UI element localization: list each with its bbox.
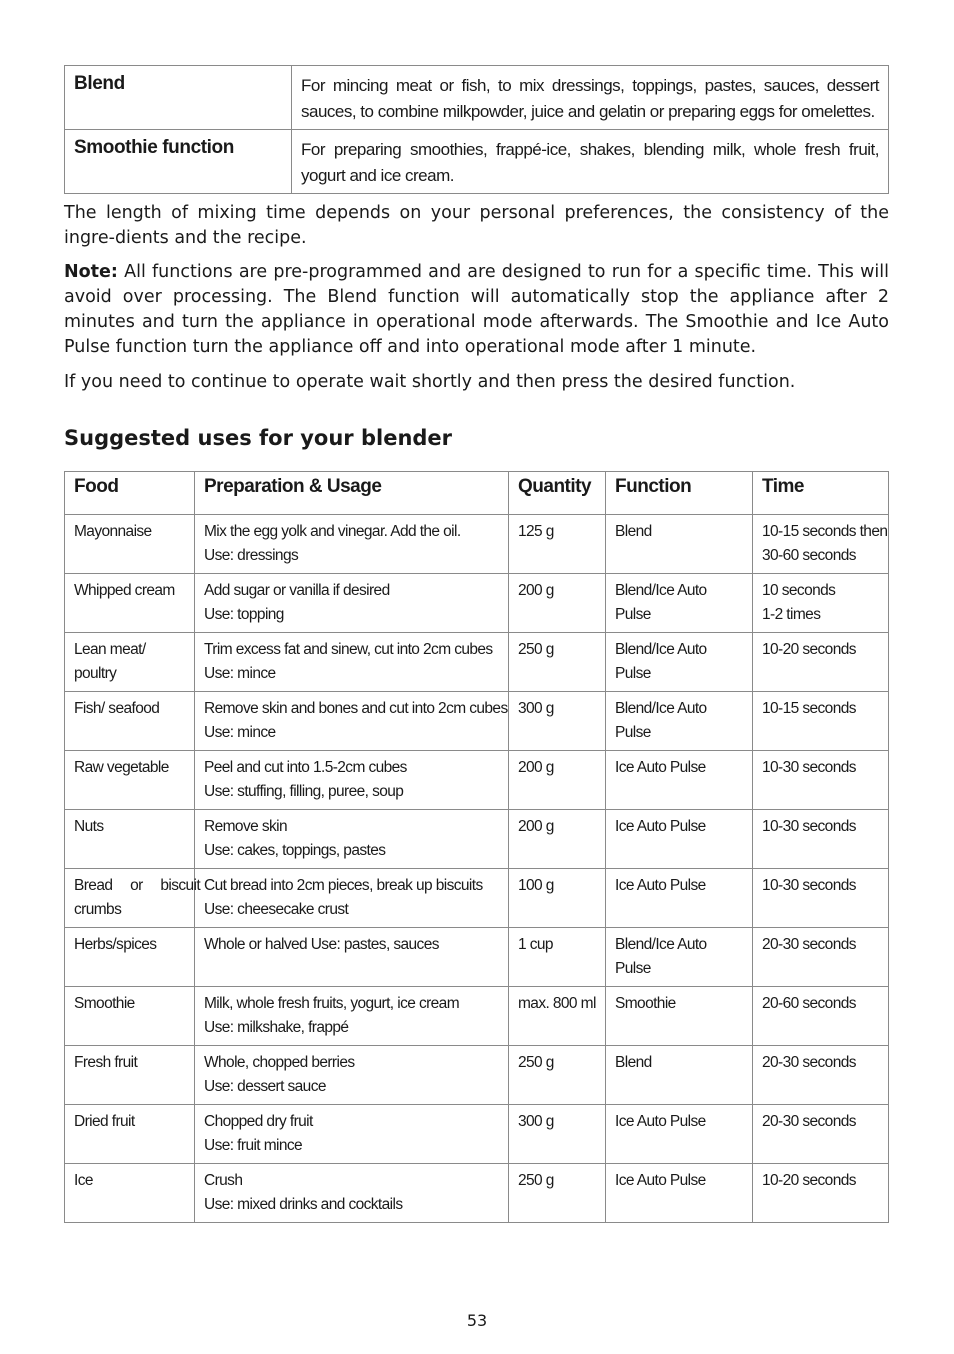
mixing-time-paragraph: The length of mixing time depends on your personal preferences, the consistency of the ingre-dients and the recipe.: [64, 203, 889, 248]
food-cell: [65, 692, 195, 751]
food-cell: [65, 810, 195, 869]
preparation-cell-line: Use: cakes, toppings, pastes: [204, 842, 386, 859]
preparation-cell-line: Mix the egg yolk and vinegar. Add the oil.: [204, 523, 461, 540]
time-cell-line: 10 seconds: [762, 582, 836, 599]
table-body: [65, 515, 889, 1223]
time-cell-line: 20-30 seconds: [762, 1113, 856, 1130]
preparation-cell-line: Use: dessert sauce: [204, 1078, 326, 1095]
time-cell: [753, 692, 889, 751]
table-row: [65, 633, 889, 692]
quantity-cell: 125 g: [509, 515, 606, 574]
food-cell-line: crumbs: [74, 901, 122, 918]
time-cell-line: 10-20 seconds: [762, 1172, 856, 1189]
column-header-preparation: Preparation & Usage: [195, 472, 509, 515]
function-cell: Ice Auto Pulse: [606, 1105, 753, 1164]
preparation-cell: [195, 751, 509, 810]
column-header-food: Food: [65, 472, 195, 515]
preparation-cell: [195, 987, 509, 1046]
food-cell-line: Fresh fruit: [74, 1054, 138, 1071]
preparation-cell-line: Milk, whole fresh fruits, yogurt, ice cream: [204, 995, 460, 1012]
food-cell: [65, 987, 195, 1046]
column-header-quantity: Quantity: [509, 472, 606, 515]
time-cell: [753, 751, 889, 810]
food-cell-line: poultry: [74, 665, 117, 682]
time-cell-line: 10-15 seconds then: [762, 523, 888, 540]
time-cell: [753, 987, 889, 1046]
preparation-cell-line: Use: cheesecake crust: [204, 901, 349, 918]
preparation-cell-line: Use: milkshake, frappé: [204, 1019, 349, 1036]
quantity-cell: 300 g: [509, 692, 606, 751]
food-cell-line: Nuts: [74, 818, 104, 835]
preparation-cell: [195, 515, 509, 574]
function-cell: Blend/Ice Auto Pulse: [606, 574, 753, 633]
preparation-cell-line: Remove skin: [204, 818, 287, 835]
time-cell-line: 10-15 seconds: [762, 700, 856, 717]
time-cell: [753, 810, 889, 869]
page-number: 53: [466, 1311, 488, 1330]
section-heading: Suggested uses for your blender: [64, 426, 453, 450]
quantity-cell: 250 g: [509, 1046, 606, 1105]
column-header-function: Function: [606, 472, 753, 515]
time-cell: [753, 515, 889, 574]
note-text: All functions are pre-programmed and are designed to run for a specific time. This will avoid over processing. The Blend function will automatically stop the appliance after 2 minutes and turn the appliance in operational mode afterwards. The Smoothie and Ice Auto Pulse function turn the appliance off and into operational mode after 1 minute.: [64, 262, 889, 357]
food-cell: [65, 1105, 195, 1164]
function-row-blend: [65, 66, 889, 130]
food-cell: [65, 633, 195, 692]
time-cell: [753, 928, 889, 987]
food-cell: [65, 1046, 195, 1105]
food-cell-line: Fish/ seafood: [74, 700, 160, 717]
quantity-cell: 100 g: [509, 869, 606, 928]
preparation-cell-line: Add sugar or vanilla if desired: [204, 582, 390, 599]
function-cell: Blend/Ice Auto Pulse: [606, 692, 753, 751]
preparation-cell-line: Whole or halved Use: pastes, sauces: [204, 936, 439, 953]
quantity-cell: 250 g: [509, 633, 606, 692]
food-cell: [65, 751, 195, 810]
preparation-cell-line: Remove skin and bones and cut into 2cm cubes: [204, 700, 508, 717]
quantity-cell: 1 cup: [509, 928, 606, 987]
function-cell: Blend/Ice Auto Pulse: [606, 928, 753, 987]
preparation-cell-line: Use: stuffing, filling, puree, soup: [204, 783, 404, 800]
table-row: [65, 928, 889, 987]
time-cell-line: 10-20 seconds: [762, 641, 856, 658]
table-row: [65, 692, 889, 751]
preparation-cell: [195, 810, 509, 869]
table-row: [65, 1105, 889, 1164]
function-cell: Blend: [606, 1046, 753, 1105]
continue-paragraph: If you need to continue to operate wait shortly and then press the desired function.: [64, 372, 796, 392]
food-cell-line: Mayonnaise: [74, 523, 152, 540]
table-row: [65, 574, 889, 633]
time-cell-line: 10-30 seconds: [762, 759, 856, 776]
preparation-cell: [195, 692, 509, 751]
food-cell: [65, 574, 195, 633]
food-cell: [65, 928, 195, 987]
column-header-time: Time: [753, 472, 889, 515]
food-cell: [65, 1164, 195, 1223]
food-cell-line: Smoothie: [74, 995, 135, 1012]
preparation-cell-line: Whole, chopped berries: [204, 1054, 355, 1071]
food-cell-line: Raw vegetable: [74, 759, 169, 776]
preparation-cell: [195, 633, 509, 692]
table-row: [65, 869, 889, 928]
time-cell-line: 10-30 seconds: [762, 818, 856, 835]
time-cell-line: 10-30 seconds: [762, 877, 856, 894]
quantity-cell: 250 g: [509, 1164, 606, 1223]
note-label: Note:: [64, 262, 118, 282]
table-row: [65, 810, 889, 869]
food-cell: [65, 869, 201, 928]
function-cell: Smoothie: [606, 987, 753, 1046]
function-cell: Ice Auto Pulse: [606, 810, 753, 869]
food-cell-line: Whipped cream: [74, 582, 175, 599]
preparation-cell-line: Use: mince: [204, 665, 276, 682]
preparation-cell-line: Use: dressings: [204, 547, 299, 564]
suggested-uses-table: [64, 471, 889, 1223]
preparation-cell-line: Chopped dry fruit: [204, 1113, 313, 1130]
time-cell-line: 30-60 seconds: [762, 547, 856, 564]
function-description: For preparing smoothies, frappé-ice, shakes, blending milk, whole fresh fruit, yogurt and ice cream.: [292, 130, 889, 194]
food-cell-line: Bread or biscuit: [74, 877, 201, 894]
function-cell: Ice Auto Pulse: [606, 751, 753, 810]
preparation-cell-line: Crush: [204, 1172, 243, 1189]
quantity-cell: 200 g: [509, 574, 606, 633]
time-cell: [753, 1105, 889, 1164]
time-cell: [753, 1046, 889, 1105]
time-cell-line: 20-30 seconds: [762, 936, 856, 953]
quantity-cell: 300 g: [509, 1105, 606, 1164]
food-cell-line: Dried fruit: [74, 1113, 135, 1130]
table-row: [65, 987, 889, 1046]
time-cell-line: 20-30 seconds: [762, 1054, 856, 1071]
function-name: Smoothie function: [65, 130, 292, 194]
table-row: [65, 1164, 889, 1223]
food-cell-line: Ice: [74, 1172, 93, 1189]
preparation-cell-line: Use: mince: [204, 724, 276, 741]
food-cell-line: Herbs/spices: [74, 936, 157, 953]
time-cell-line: 20-60 seconds: [762, 995, 856, 1012]
time-cell: [753, 1164, 889, 1223]
table-header-row: [65, 472, 889, 515]
quantity-cell: 200 g: [509, 751, 606, 810]
preparation-cell: [195, 1046, 509, 1105]
food-cell-line: Lean meat/: [74, 641, 146, 658]
preparation-cell: [195, 869, 509, 928]
function-cell: Blend/Ice Auto Pulse: [606, 633, 753, 692]
time-cell: [753, 633, 889, 692]
time-cell: [753, 869, 889, 928]
function-cell: Blend: [606, 515, 753, 574]
preparation-cell: [195, 928, 509, 987]
function-cell: Ice Auto Pulse: [606, 869, 753, 928]
note-paragraph: [64, 260, 889, 360]
quantity-cell: 200 g: [509, 810, 606, 869]
preparation-cell-line: Peel and cut into 1.5-2cm cubes: [204, 759, 407, 776]
table-row: [65, 751, 889, 810]
function-cell: Ice Auto Pulse: [606, 1164, 753, 1223]
time-cell-line: 1-2 times: [762, 606, 821, 623]
preparation-cell-line: Use: fruit mince: [204, 1137, 303, 1154]
time-cell: [753, 574, 889, 633]
function-name: Blend: [65, 66, 292, 130]
table-row: [65, 1046, 889, 1105]
preparation-cell-line: Trim excess fat and sinew, cut into 2cm cubes: [204, 641, 493, 658]
food-cell: [65, 515, 195, 574]
function-row-smoothie: [65, 130, 889, 194]
function-description: For mincing meat or fish, to mix dressings, toppings, pastes, sauces, dessert sauces, to combine milkpowder, juice and gelatin or preparing eggs for omelettes.: [292, 66, 889, 130]
table-row: [65, 515, 889, 574]
preparation-cell-line: Use: mixed drinks and cocktails: [204, 1196, 403, 1213]
quantity-cell: max. 800 ml: [509, 987, 606, 1046]
preparation-cell: [195, 574, 509, 633]
function-table: [64, 65, 889, 194]
preparation-cell-line: Use: topping: [204, 606, 284, 623]
preparation-cell-line: Cut bread into 2cm pieces, break up biscuits: [204, 877, 483, 894]
preparation-cell: [195, 1164, 509, 1223]
preparation-cell: [195, 1105, 509, 1164]
